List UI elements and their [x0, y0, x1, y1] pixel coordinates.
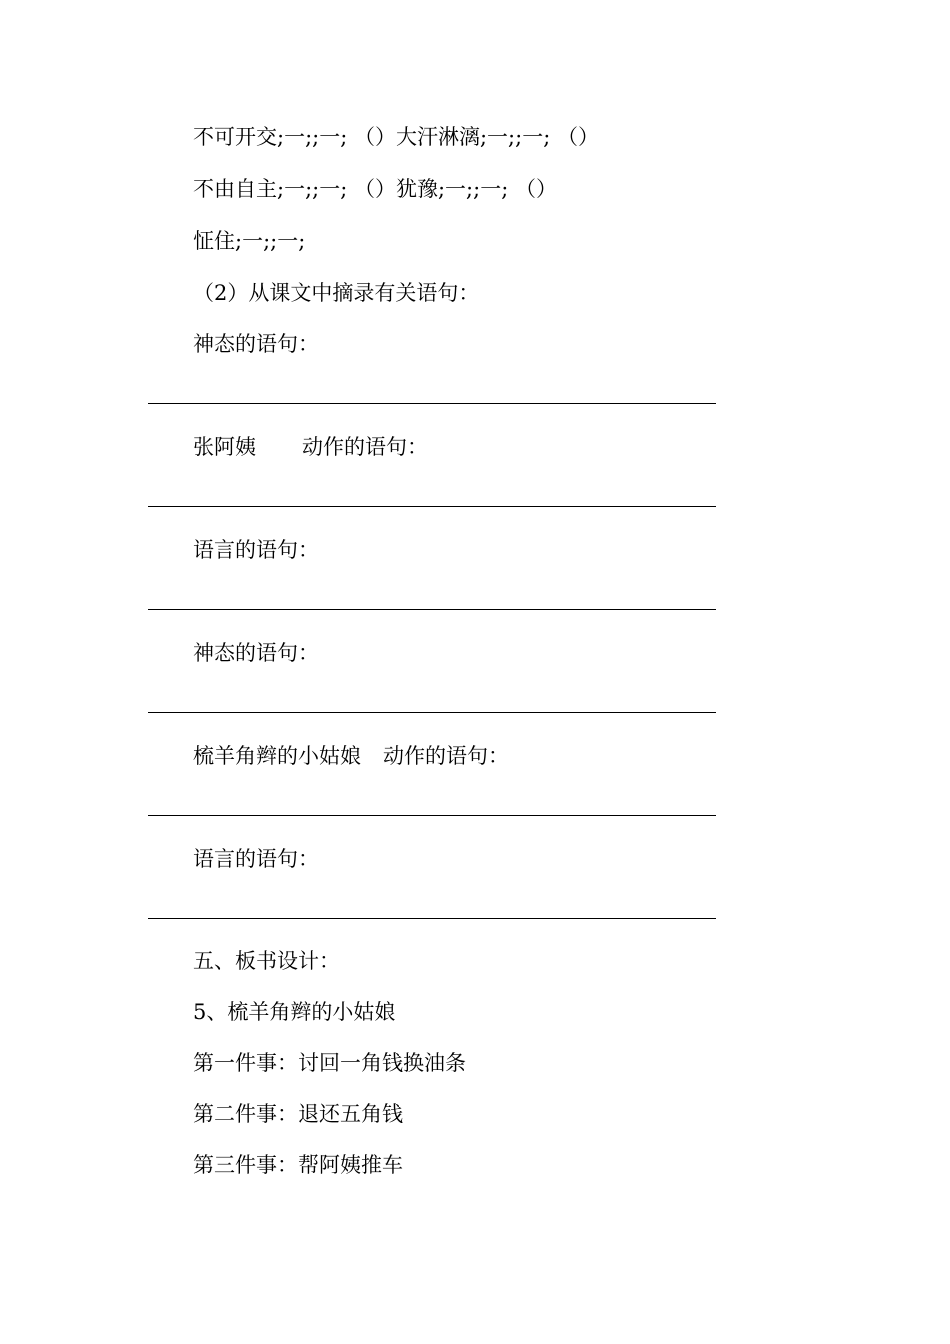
- answer-line-1: [148, 403, 716, 404]
- prompt-speech-2: 语言的语句：: [193, 847, 319, 871]
- board-item-2: 第二件事：退还五角钱: [193, 1102, 403, 1126]
- answer-line-6: [148, 918, 716, 919]
- answer-line-2: [148, 506, 716, 507]
- vocab-line-2: 不由自主;一;;一; （）犹豫;一;;一; （）: [193, 177, 557, 201]
- answer-line-4: [148, 712, 716, 713]
- prompt-expression-1: 神态的语句：: [193, 332, 319, 356]
- prompt-action-1: 动作的语句：: [302, 435, 428, 459]
- prompt-row-aunt: [193, 434, 428, 460]
- answer-line-5: [148, 815, 716, 816]
- prompt-row-girl: [193, 743, 509, 769]
- character-label-girl: 梳羊角辫的小姑娘: [193, 744, 361, 768]
- board-item-3: 第三件事：帮阿姨推车: [193, 1153, 403, 1177]
- board-title: 5、梳羊角辫的小姑娘: [193, 1000, 396, 1024]
- section-heading-excerpts: （2）从课文中摘录有关语句：: [193, 281, 480, 305]
- vocab-line-3: 怔住;一;;一;: [193, 229, 306, 253]
- answer-line-3: [148, 609, 716, 610]
- vocab-line-1: 不可开交;一;;一; （）大汗淋漓;一;;一; （）: [193, 125, 599, 149]
- prompt-expression-2: 神态的语句：: [193, 641, 319, 665]
- prompt-speech-1: 语言的语句：: [193, 538, 319, 562]
- prompt-action-2: 动作的语句：: [383, 744, 509, 768]
- board-item-1: 第一件事：讨回一角钱换油条: [193, 1051, 466, 1075]
- section-heading-board: 五、板书设计：: [193, 949, 340, 973]
- character-label-aunt: 张阿姨: [193, 435, 256, 459]
